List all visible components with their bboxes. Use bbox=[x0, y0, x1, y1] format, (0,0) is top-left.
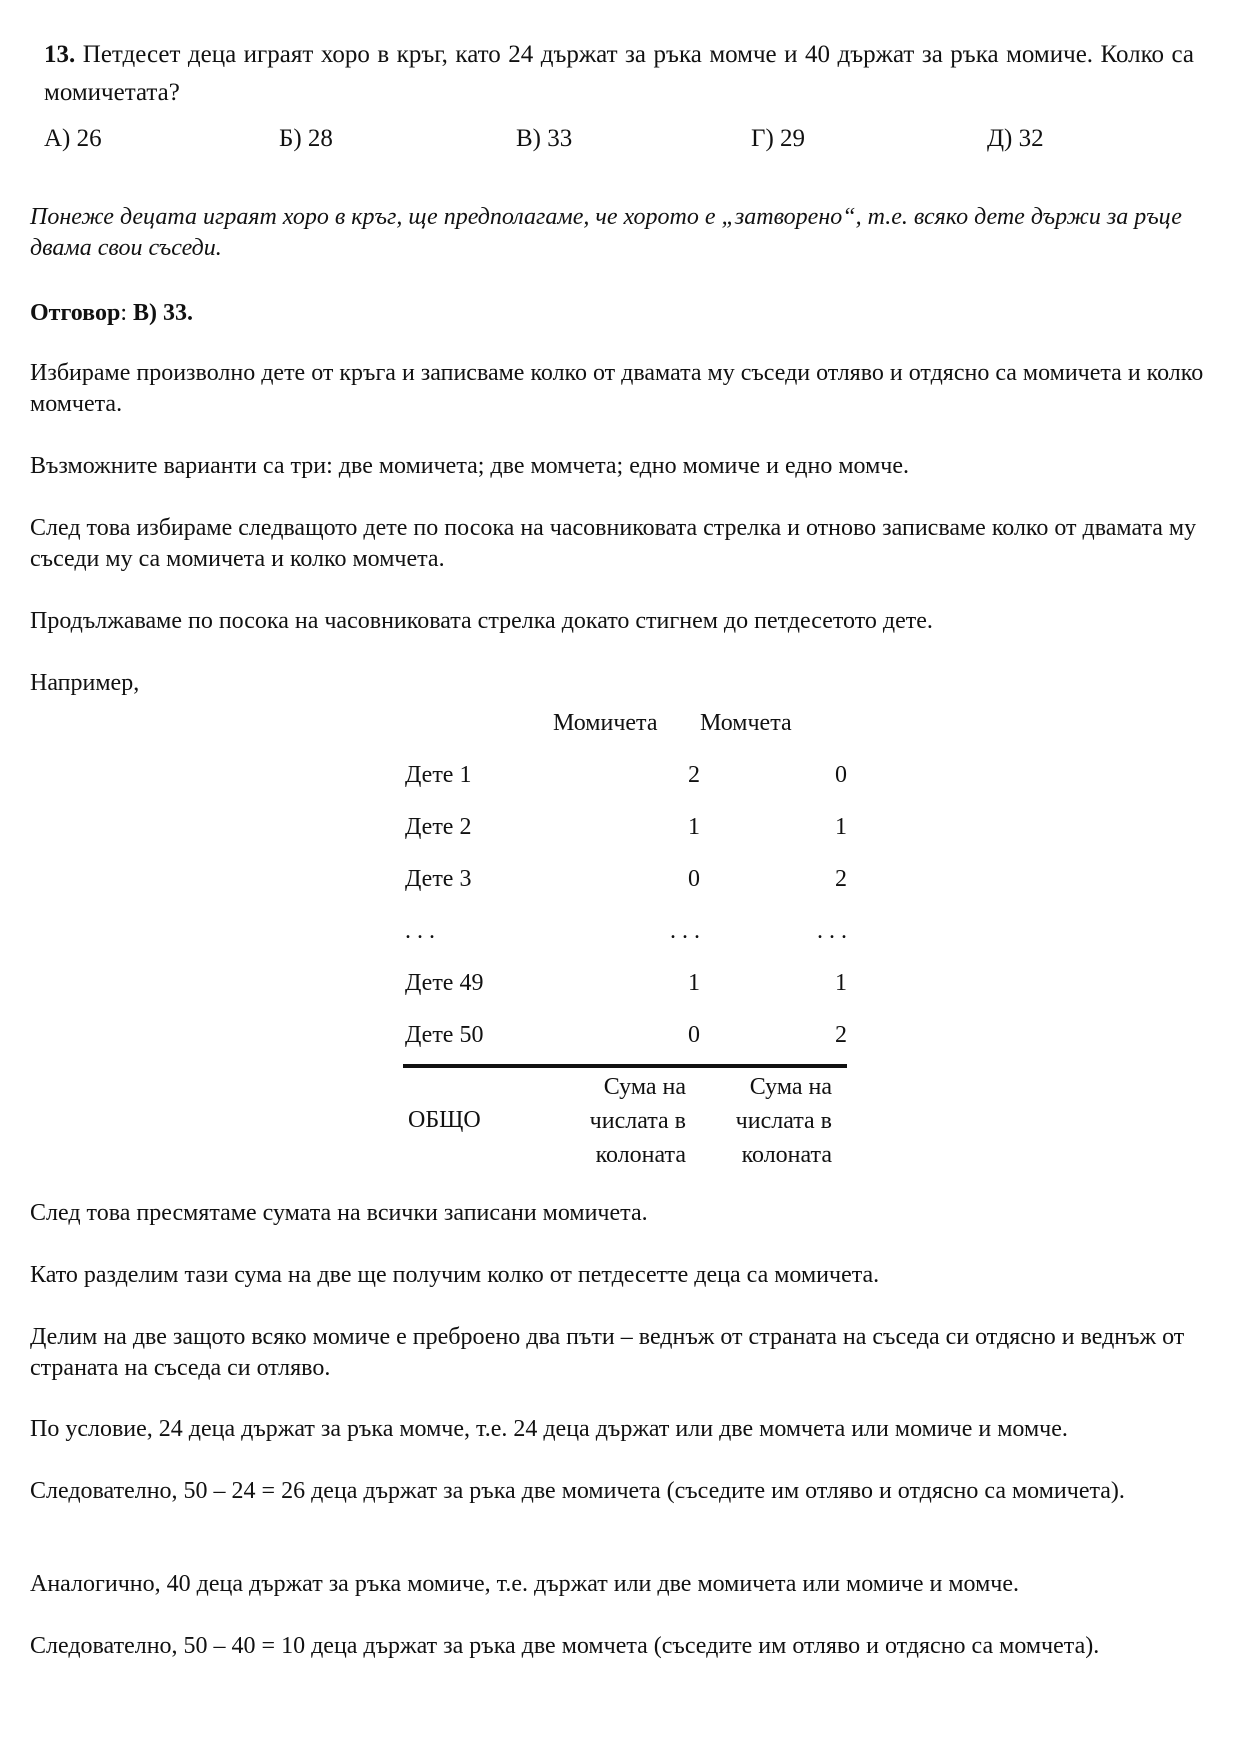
option-c: В) 33 bbox=[516, 125, 573, 152]
total-label: ОБЩО bbox=[408, 1107, 481, 1133]
table-row: Дете 2 1 1 bbox=[405, 814, 847, 840]
paragraph: По условие, 24 деца държат за ръка момче, т.е. 24 деца държат или две момчета или момиче и момче. bbox=[30, 1416, 1068, 1442]
problem-text: Петдесет деца играят хоро в кръг, като 24 държат за ръка момче и 40 държат за ръка момиче. Колко са момичетата? bbox=[44, 41, 1195, 106]
header-boys: Момчета bbox=[700, 710, 792, 736]
option-d: Г) 29 bbox=[751, 125, 806, 152]
answer-label: Отговор bbox=[30, 300, 121, 326]
answer-line: Отговор: В) 33. bbox=[30, 300, 193, 326]
problem-statement bbox=[44, 36, 1194, 112]
sum-girls-cell: Сума на числата в колоната bbox=[589, 1074, 686, 1168]
paragraph: Възможните варианти са три: две момичета; две момчета; едно момиче и едно момче. bbox=[30, 453, 909, 479]
answer-options bbox=[44, 125, 1194, 161]
table-row: . . . . . . . . . bbox=[405, 918, 847, 944]
header-girls: Момичета bbox=[553, 710, 658, 736]
option-e: Д) 32 bbox=[987, 125, 1044, 152]
sum-boys-cell: Сума на числата в колоната bbox=[735, 1074, 832, 1168]
paragraph: Аналогично, 40 деца държат за ръка момиче, т.е. държат или две момичета или момиче и момче. bbox=[30, 1571, 1020, 1597]
table-row: Дете 1 2 0 bbox=[405, 762, 847, 788]
assumption-note: Понеже децата играят хоро в кръг, ще предполагаме, че хорото е „затворено“, т.е. всяко дете държи за ръце двама свои съседи. bbox=[30, 204, 1182, 261]
table-row: Дете 3 0 2 bbox=[405, 866, 847, 892]
paragraph: Като разделим тази сума на две ще получим колко от петдесетте деца са момичета. bbox=[30, 1262, 880, 1288]
option-b: Б) 28 bbox=[279, 125, 333, 152]
table-total-rule bbox=[403, 1064, 847, 1068]
problem-number: 13. bbox=[44, 41, 76, 68]
paragraph: Делим на две защото всяко момиче е преброено два пъти – веднъж от страната на съседа си отдясно и веднъж от страната на съседа си отляво. bbox=[30, 1324, 1185, 1381]
paragraph: Например, bbox=[30, 670, 140, 696]
paragraph: Продължаваме по посока на часовниковата стрелка докато стигнем до петдесетото дете. bbox=[30, 608, 933, 634]
paragraph: Следователно, 50 – 40 = 10 деца държат за ръка две момчета (съседите им отляво и отдясно са момчета). bbox=[30, 1633, 1100, 1659]
paragraph: След това избираме следващото дете по посока на часовниковата стрелка и отново записваме колко от двамата му съседи му са момичета и колко момчета. bbox=[30, 515, 1197, 572]
answer-value: В) 33 bbox=[132, 300, 187, 326]
table-header-row bbox=[405, 710, 850, 750]
table-row: Дете 50 0 2 bbox=[405, 1022, 847, 1048]
option-a: А) 26 bbox=[44, 125, 102, 152]
table-row: Дете 49 1 1 bbox=[405, 970, 847, 996]
paragraph: Следователно, 50 – 24 = 26 деца държат за ръка две момичета (съседите им отляво и отдясно са момичета). bbox=[30, 1478, 1125, 1504]
paragraph: Избираме произволно дете от кръга и записваме колко от двамата му съседи отляво и отдясно са момичета и колко момчета. bbox=[30, 360, 1204, 417]
paragraph: След това пресмятаме сумата на всички записани момичета. bbox=[30, 1200, 648, 1226]
